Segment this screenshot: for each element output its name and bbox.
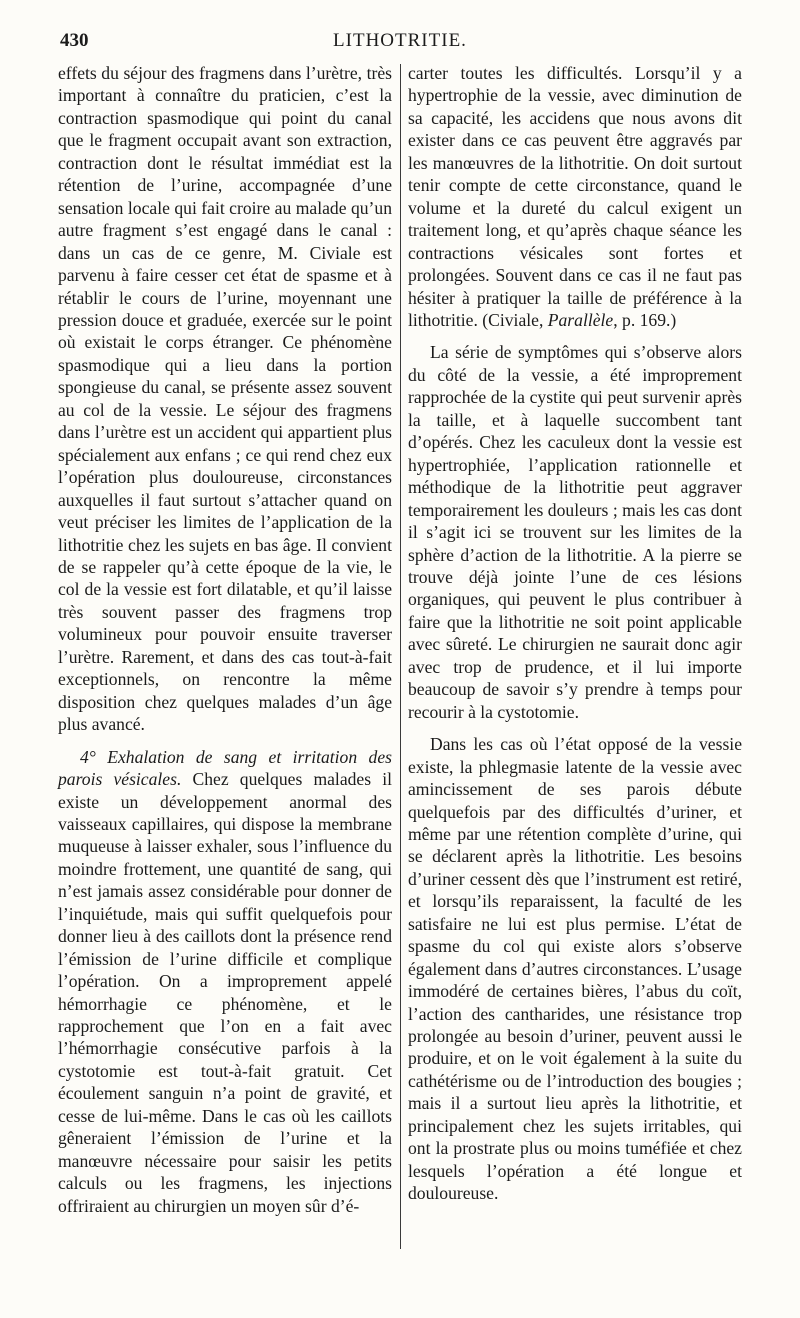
left-paragraph-2 (58, 746, 392, 1218)
left-paragraph-1: effets du séjour des fragmens dans l’urètre, très important à connaître du praticien, c’est la contraction spasmodique qui point du canal que le fragment occupait avant son extraction, contraction dont le résultat immédiat est la rétention de l’urine, accompagnée d’une sensation locale qui fait croire au malade qu’un autre fragment s’est engagé dans le canal : dans un cas de ce genre, M. Civiale est parvenu à faire cesser cet état de spasme et à rétablir le cours de l’urine, moyennant une pression douce et graduée, exercée sur le point où existait le corps étranger. Ce phénomène spasmodique qui a lieu dans la portion spongieuse du canal, se présente assez souvent au col de la vessie. Le séjour des fragmens dans l’urètre est un accident qui appartient plus spécialement aux enfans ; ce qui rend chez eux l’opération plus douloureuse, circonstances auxquelles il faut surtout s’attacher quand on veut préciser les limites de l’application de la lithotritie chez les sujets en bas âge. Il convient de se rappeler qu’à cette époque de la vie, le col de la vessie est fort dilatable, et qu’il laisse très souvent passer des fragmens trop volumineux pour pouvoir ensuite traverser l’urètre. Rarement, et dans des cas tout-à-fait exceptionnels, on rencontre la même disposition chez quelques malades d’un âge plus avancé. (58, 63, 392, 735)
citation-title: Parallèle (547, 309, 614, 330)
right-paragraph-2: La série de symptômes qui s’observe alors du côté de la vessie, a été improprement rapprochée de la cystite qui peut survenir après la taille, et à laquelle succombent tant d’opérés. Chez les caculeux dont la vessie est hypertrophiée, l’application rationnelle et méthodique de la lithotritie peut aggraver temporairement les douleurs ; mais les cas dont il s’agit ici se trouvent sur les limites de la sphère d’action de la lithotritie. A la pierre se trouve déjà jointe l’une de ces lésions organiques, qui peuvent le plus contribuer à faire que la lithotritie ne soit point applicable avec sûreté. Le chirurgien ne saurait donc agir avec trop de prudence, et il lui importe beaucoup de savoir s’y prendre à temps pour recourir à la cystotomie. (408, 342, 742, 722)
citation-page: , p. 169.) (613, 309, 677, 330)
column-divider (400, 64, 401, 1249)
right-column (408, 62, 742, 1205)
left-paragraph-2-body: Chez quelques malades il existe un développement anormal des vaisseaux capillaires, qui dispose la membrane muqueuse à laisser exhaler, sous l’influence du moindre frottement, une quantité de sang, qui n’est jamais assez considérable pour donner de l’inquiétude, mais qui suffit quelquefois pour donner lieu à des caillots dont la présence rend l’émission de l’urine difficile et complique l’opération. On a improprement appelé hémorrhagie ce phénomène, et le rapprochement que l’on en a fait avec l’hémorrhagie consécutive parfois à la cystotomie est tout-à-fait gratuit. Cet écoulement sanguin n’a point de gravité, et cesse de lui-même. Dans le cas où les caillots gêneraient l’émission de l’urine et la manœuvre nécessaire pour saisir les petits calculs ou les fragmens, les injections offriraient au chirurgien un moyen sûr d’é- (58, 769, 392, 1216)
left-column (58, 62, 392, 1217)
section-heading-exhalation: 4° Exhalation de sang et irritation des parois vésicales. (58, 746, 392, 790)
right-paragraph-1 (408, 62, 742, 331)
running-title: LITHOTRITIE. (333, 30, 467, 51)
page-number: 430 (60, 30, 89, 51)
right-paragraph-1-text: carter toutes les difficultés. Lorsqu’il y a hypertrophie de la vessie, avec diminution de sa capacité, les accidens que nous avons dit exister dans ce cas peuvent être aggravés par les manœuvres de la lithotritie. On doit surtout tenir compte de cette circonstance, quand le volume et la dureté du calcul exigent un traitement long, et qu’après chaque séance les contractions vésicales sont fortes et prolongées. Souvent dans ce cas il ne faut pas hésiter à pratiquer la taille de préférence à la lithotritie. (Civiale, (408, 63, 742, 330)
page-header (60, 30, 740, 60)
right-paragraph-3: Dans les cas où l’état opposé de la vessie existe, la phlegmasie latente de la vessie avec amincissement de ses parois débute quelquefois par des difficultés d’uriner, et même par une rétention complète d’urine, qui se déclarent après la lithotritie. Les besoins d’uriner cessent dès que l’instrument est retiré, et lorsqu’ils reparaissent, la faculté de les satisfaire ne lui est plus permise. L’état de spasme du col qui existe alors s’observe également dans d’autres circonstances. L’usage immodéré de certaines bières, l’abus du coït, l’action des cantharides, une résistance trop prolongée au besoin d’uriner, peuvent aussi le produire, et on le voit également à la suite du cathétérisme ou de l’introduction des bougies ; mais il a surtout lieu après la lithotritie, et principalement chez les sujets irritables, qui ont la prostrate plus ou moins tuméfiée et chez lesquels l’opération a été longue et douloureuse. (408, 734, 742, 1204)
